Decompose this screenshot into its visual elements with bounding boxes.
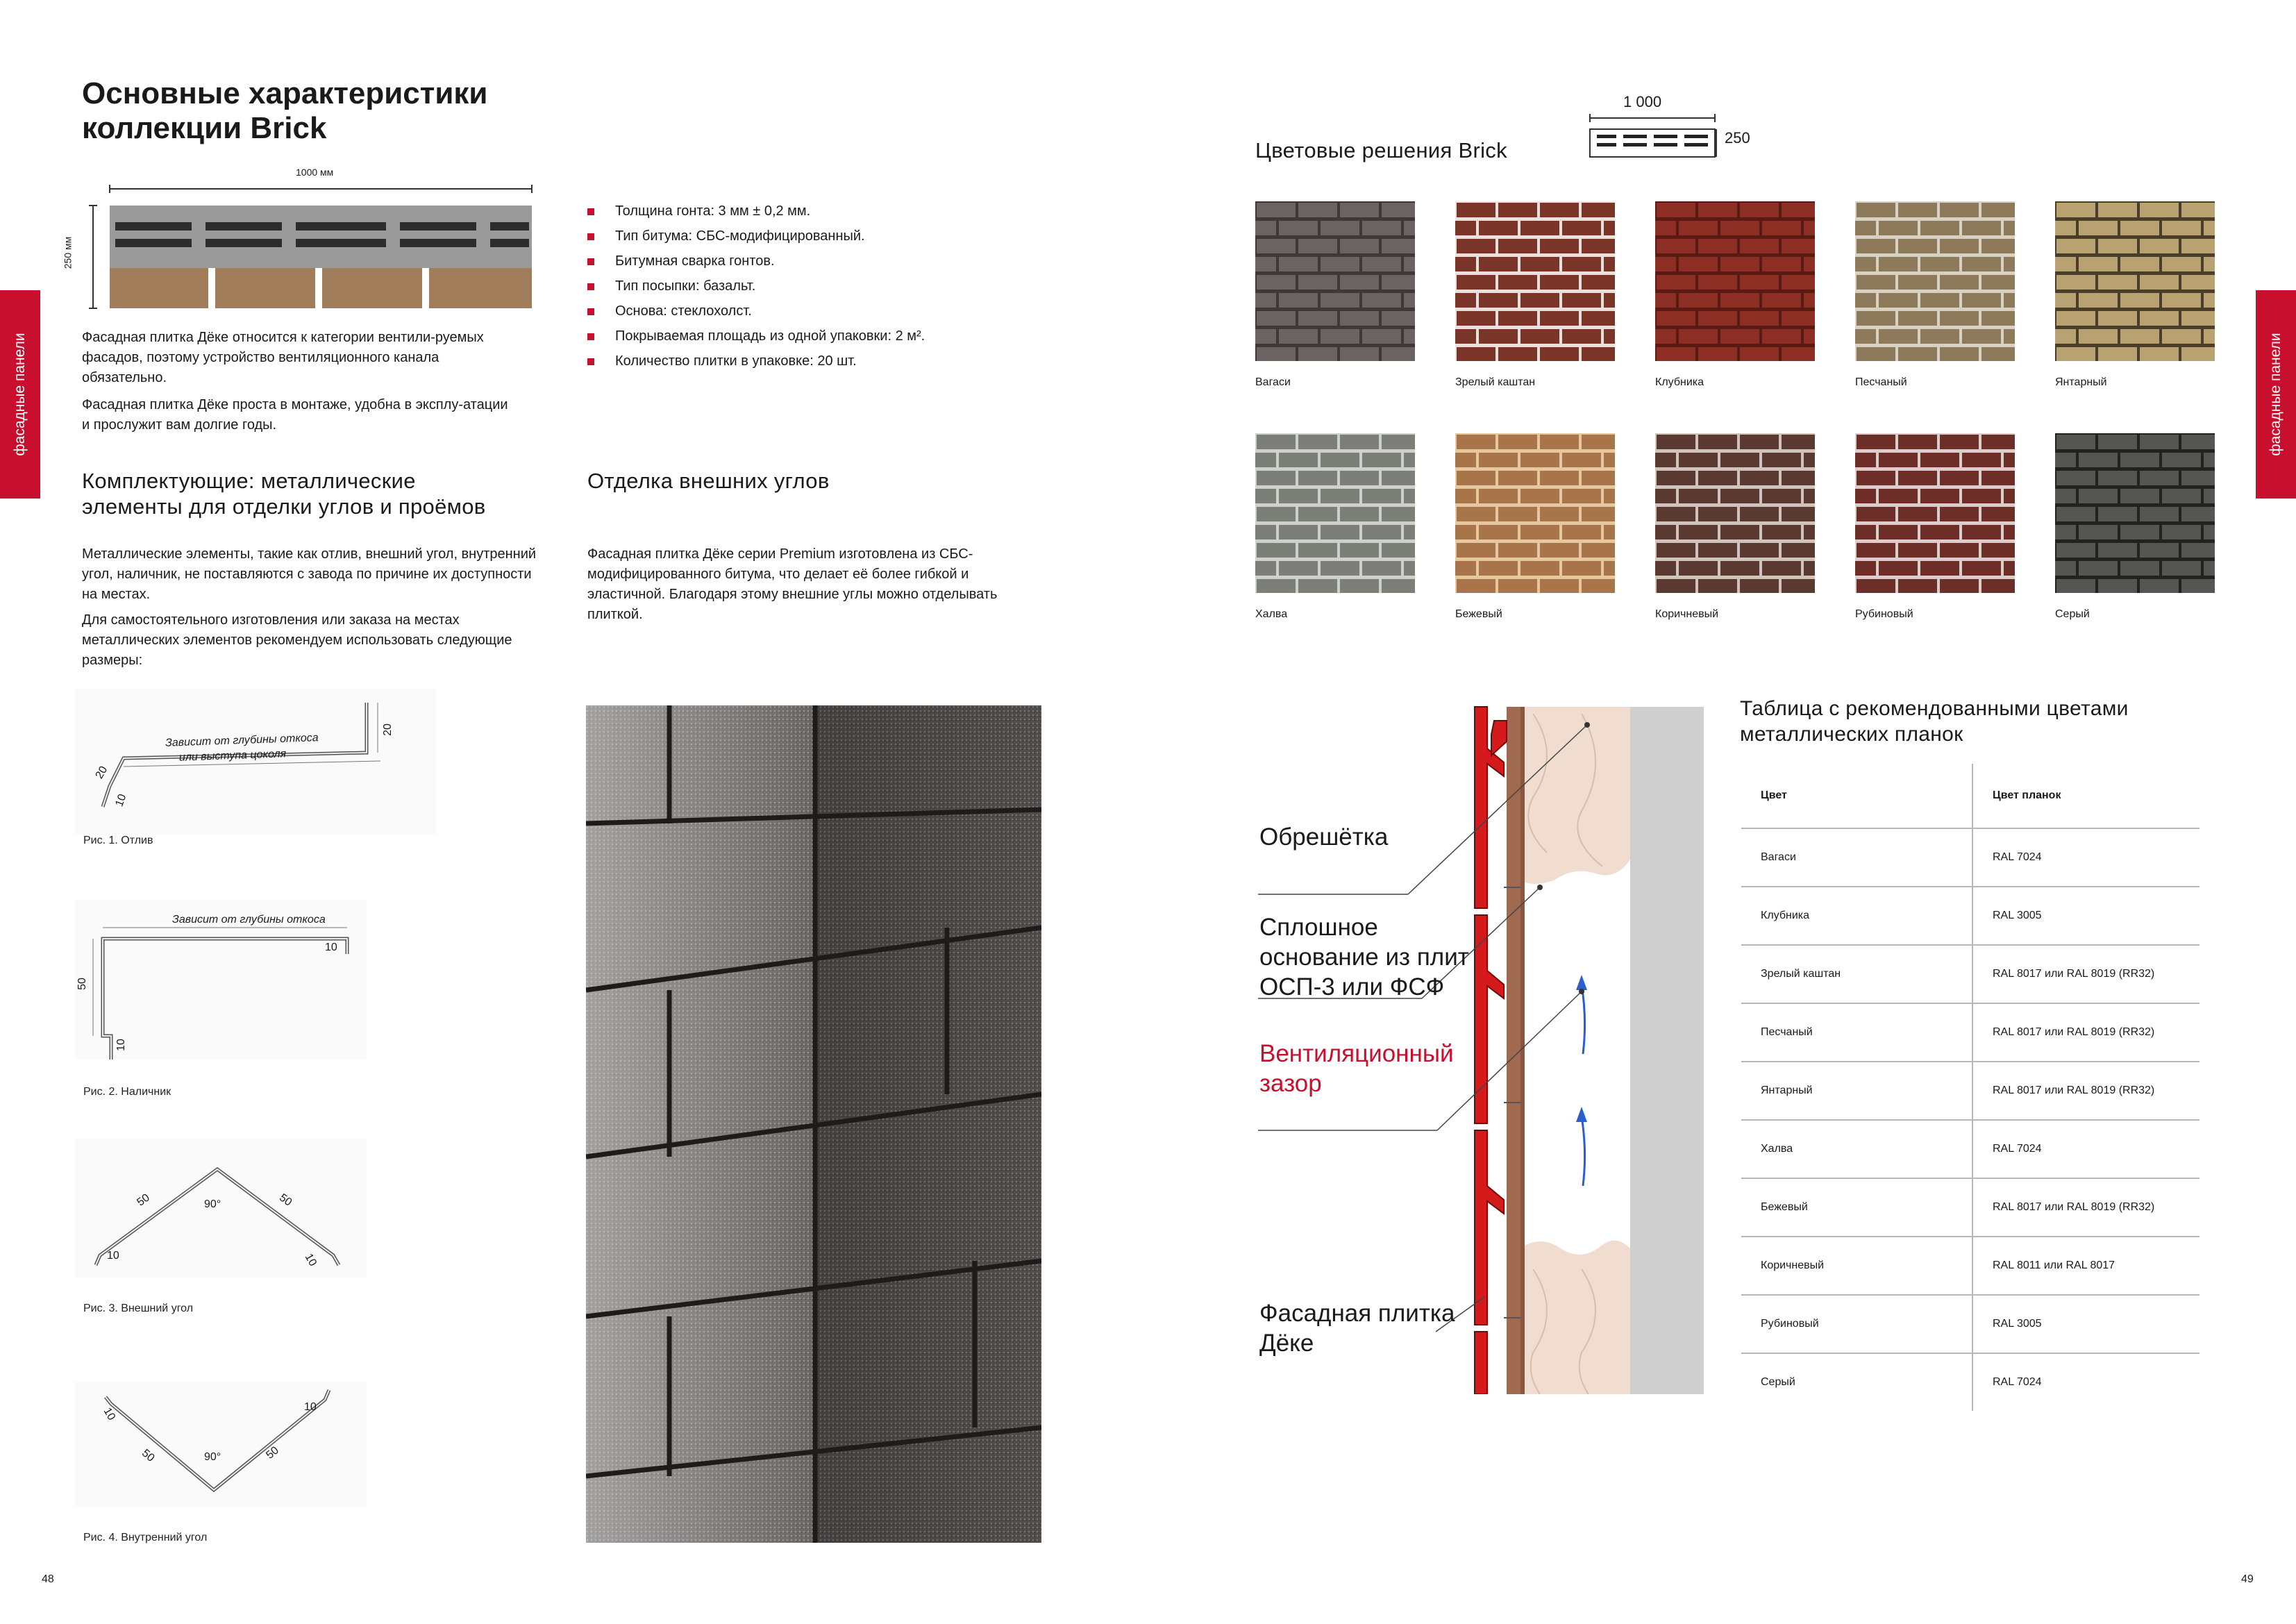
table-cell-color: Вагаси	[1741, 828, 1972, 887]
label-tile	[1259, 1298, 1455, 1358]
page-title	[82, 76, 487, 146]
side-tab-left-label: фасадные панели	[12, 333, 28, 456]
page-number-left: 48	[42, 1573, 54, 1585]
table-row	[1741, 1178, 2199, 1237]
specs-list	[587, 199, 1032, 374]
components-title-line1: Комплектующие: металлические	[82, 469, 416, 493]
swatch-name: Янтарный	[2055, 376, 2107, 388]
table-row	[1741, 1237, 2199, 1295]
label-base	[1259, 912, 1469, 1002]
panel-dimension-icon	[1583, 94, 1763, 164]
swatch-texture	[1855, 201, 2015, 361]
color-swatch	[1855, 433, 2015, 621]
swatch-texture	[1655, 201, 1815, 361]
figure2-note: Зависит от глубины откоса	[172, 914, 326, 926]
swatch-name: Клубника	[1655, 376, 1704, 388]
shingle-height-label: 250 мм	[62, 236, 74, 269]
figure4-dim: 10	[304, 1401, 317, 1413]
table-row	[1741, 1353, 2199, 1411]
table-cell-plank: RAL 7024	[1972, 1120, 2199, 1178]
color-swatch	[1255, 201, 1415, 389]
table-row	[1741, 1062, 2199, 1120]
table-cell-color: Коричневый	[1741, 1237, 1972, 1295]
label-base-line1: Сплошное	[1259, 914, 1378, 941]
page-title-line1: Основные характеристики	[82, 76, 488, 110]
shingle-width-label: 1000 мм	[296, 167, 334, 178]
panel-width-label: 1 000	[1623, 93, 1662, 110]
figure3-dim: 50	[135, 1191, 152, 1209]
page-number-right: 49	[2241, 1573, 2254, 1585]
figure1-dim: 20	[381, 723, 394, 736]
label-gap-line2: зазор	[1259, 1070, 1322, 1097]
table-header-cell: Цвет планок	[1972, 764, 2199, 828]
table-cell-plank: RAL 8011 или RAL 8017	[1972, 1237, 2199, 1295]
figure4-dim: 10	[101, 1405, 118, 1423]
table-title-line2: металлических планок	[1740, 723, 1963, 746]
table-row	[1741, 887, 2199, 945]
swatch-name: Коричневый	[1655, 608, 1719, 620]
components-title	[82, 468, 486, 519]
table-cell-color: Янтарный	[1741, 1062, 1972, 1120]
components-text	[82, 544, 540, 671]
color-swatch	[1655, 433, 1815, 621]
color-swatch	[1655, 201, 1815, 389]
figure4-dim: 50	[264, 1444, 281, 1462]
figure2-dim: 50	[76, 978, 88, 990]
table-cell-color: Серый	[1761, 1376, 1795, 1388]
table-cell-color: Рубиновый	[1741, 1295, 1972, 1353]
side-tab-left	[0, 290, 40, 499]
swatch-texture	[1455, 201, 1615, 361]
table-cell-color: Зрелый каштан	[1741, 945, 1972, 1003]
corners-title: Отделка внешних углов	[587, 469, 830, 493]
figure1-dim: 20	[93, 764, 110, 781]
figure1-dim: 10	[113, 792, 129, 809]
figure2-dim: 10	[325, 941, 337, 953]
swatch-grid	[1255, 201, 2213, 621]
table-cell-plank: RAL 8017 или RAL 8019 (RR32)	[1972, 1062, 2199, 1120]
spec-item: Покрываемая площадь из одной упаковки: 2 м².	[587, 324, 1032, 349]
label-lathing: Обрешётка	[1259, 823, 1389, 851]
figure-outer-corner	[75, 1139, 367, 1319]
figure3-dim: 90°	[204, 1198, 221, 1210]
table-cell-plank: RAL 8017 или RAL 8019 (RR32)	[1972, 1178, 2199, 1237]
components-title-line2: элементы для отделки углов и проёмов	[82, 494, 486, 519]
figure1-note1: Зависит от глубины откоса	[165, 732, 319, 749]
figure3-dim: 10	[302, 1251, 319, 1269]
figure1-caption: Рис. 1. Отлив	[83, 835, 153, 846]
swatch-texture	[2055, 201, 2215, 361]
swatch-texture	[1855, 433, 2015, 593]
table-cell-plank: RAL 3005	[1972, 1295, 2199, 1353]
table-row	[1741, 1120, 2199, 1178]
swatch-texture	[2055, 433, 2215, 593]
swatch-name: Вагаси	[1255, 376, 1291, 388]
figure2-dim: 10	[115, 1039, 127, 1051]
table-cell-plank: RAL 3005	[1972, 887, 2199, 945]
shingle-drawing	[62, 165, 542, 318]
figure-casing	[75, 900, 367, 1101]
table-title	[1740, 696, 2129, 747]
corner-photo	[586, 705, 1041, 1543]
label-base-line3: ОСП-3 или ФСФ	[1259, 973, 1445, 1001]
swatch-texture	[1455, 433, 1615, 593]
intro-paragraph: Фасадная плитка Дёке относится к категории вентили-руемых фасадов, поэтому устройство вентиляционного канала обязательно.	[82, 330, 484, 385]
figure4-dim: 90°	[204, 1451, 221, 1463]
figure3-caption: Рис. 3. Внешний угол	[83, 1303, 194, 1314]
corners-text: Фасадная плитка Дёке серии Premium изготовлена из СБС-модифицированного битума, что делает её более гибкой и эластичной. Благодаря этому внешние углы можно отделывать плиткой.	[587, 546, 998, 622]
spec-item: Основа: стеклохолст.	[587, 299, 1032, 324]
colors-title: Цветовые решения Brick	[1255, 138, 1507, 162]
swatch-texture	[1255, 201, 1415, 361]
table-cell-color: Клубника	[1741, 887, 1972, 945]
swatch-texture	[1655, 433, 1815, 593]
figure2-caption: Рис. 2. Наличник	[83, 1086, 171, 1098]
spec-item: Количество плитки в упаковке: 20 шт.	[587, 349, 1032, 374]
label-tile-line1: Фасадная плитка	[1259, 1300, 1455, 1327]
color-swatch	[2055, 201, 2215, 389]
figure-inner-corner	[75, 1382, 367, 1548]
table-title-line1: Таблица с рекомендованными цветами	[1740, 697, 2129, 720]
table-header-row	[1741, 764, 2199, 828]
table-cell-color: Песчаный	[1741, 1003, 1972, 1062]
page-title-line2: коллекции Brick	[82, 111, 327, 145]
table-cell-plank: RAL 8017 или RAL 8019 (RR32)	[1972, 1003, 2199, 1062]
swatch-name: Песчаный	[1855, 376, 1907, 388]
swatch-name: Бежевый	[1455, 608, 1502, 620]
spec-item: Тип посыпки: базальт.	[587, 274, 1032, 299]
panel-height-label: 250	[1725, 129, 1750, 147]
label-base-line2: основание из плит	[1259, 944, 1469, 971]
table-cell-color: Халва	[1741, 1120, 1972, 1178]
swatch-name: Рубиновый	[1855, 608, 1913, 620]
components-paragraph: Металлические элементы, такие как отлив, внешний угол, внутренний угол, наличник, не поставляются с завода по причине их доступности на местах.	[82, 546, 537, 602]
figure4-caption: Рис. 4. Внутренний угол	[83, 1532, 208, 1543]
table-header-cell: Цвет	[1741, 764, 1972, 828]
spec-item: Тип битума: СБС-модифицированный.	[587, 224, 1032, 249]
label-gap	[1259, 1039, 1454, 1098]
color-swatch	[2055, 433, 2215, 621]
figure1-note2: или выступа цоколя	[178, 748, 287, 764]
components-paragraph: Для самостоятельного изготовления или заказа на местах металлических элементов рекомендуем использовать следующие размеры:	[82, 612, 512, 668]
table-cell-plank: RAL 7024	[1972, 828, 2199, 887]
table-row	[1741, 1003, 2199, 1062]
figure3-dim: 10	[107, 1250, 119, 1262]
figure-drip-edge	[75, 689, 436, 883]
wall-diagram	[1255, 700, 1727, 1394]
table-cell-plank: RAL 8017 или RAL 8019 (RR32)	[1972, 945, 2199, 1003]
label-gap-line1: Вентиляционный	[1259, 1040, 1454, 1067]
color-swatch	[1255, 433, 1415, 621]
table-row	[1741, 945, 2199, 1003]
color-swatch	[1455, 201, 1615, 389]
table-cell-plank: RAL 7024	[1972, 1353, 2199, 1411]
color-swatch	[1855, 201, 2015, 389]
intro-text	[82, 328, 519, 435]
table-row	[1741, 828, 2199, 887]
color-swatch	[1455, 433, 1615, 621]
intro-paragraph: Фасадная плитка Дёке проста в монтаже, удобна в эксплу-атации и прослужит вам долгие годы.	[82, 397, 508, 433]
colors-table	[1741, 764, 2199, 1411]
table-row	[1741, 1295, 2199, 1353]
swatch-texture	[1255, 433, 1415, 593]
swatch-name: Зрелый каштан	[1455, 376, 1536, 388]
figure3-dim: 50	[276, 1191, 294, 1209]
swatch-name: Халва	[1255, 608, 1288, 620]
spec-item: Битумная сварка гонтов.	[587, 249, 1032, 274]
table-cell-color: Бежевый	[1741, 1178, 1972, 1237]
spec-item: Толщина гонта: 3 мм ± 0,2 мм.	[587, 199, 1032, 224]
label-tile-line2: Дёке	[1259, 1330, 1314, 1357]
side-tab-right	[2256, 290, 2296, 499]
side-tab-right-label: фасадные панели	[2268, 333, 2284, 456]
figure4-dim: 50	[139, 1447, 157, 1464]
swatch-name: Серый	[2055, 608, 2090, 620]
